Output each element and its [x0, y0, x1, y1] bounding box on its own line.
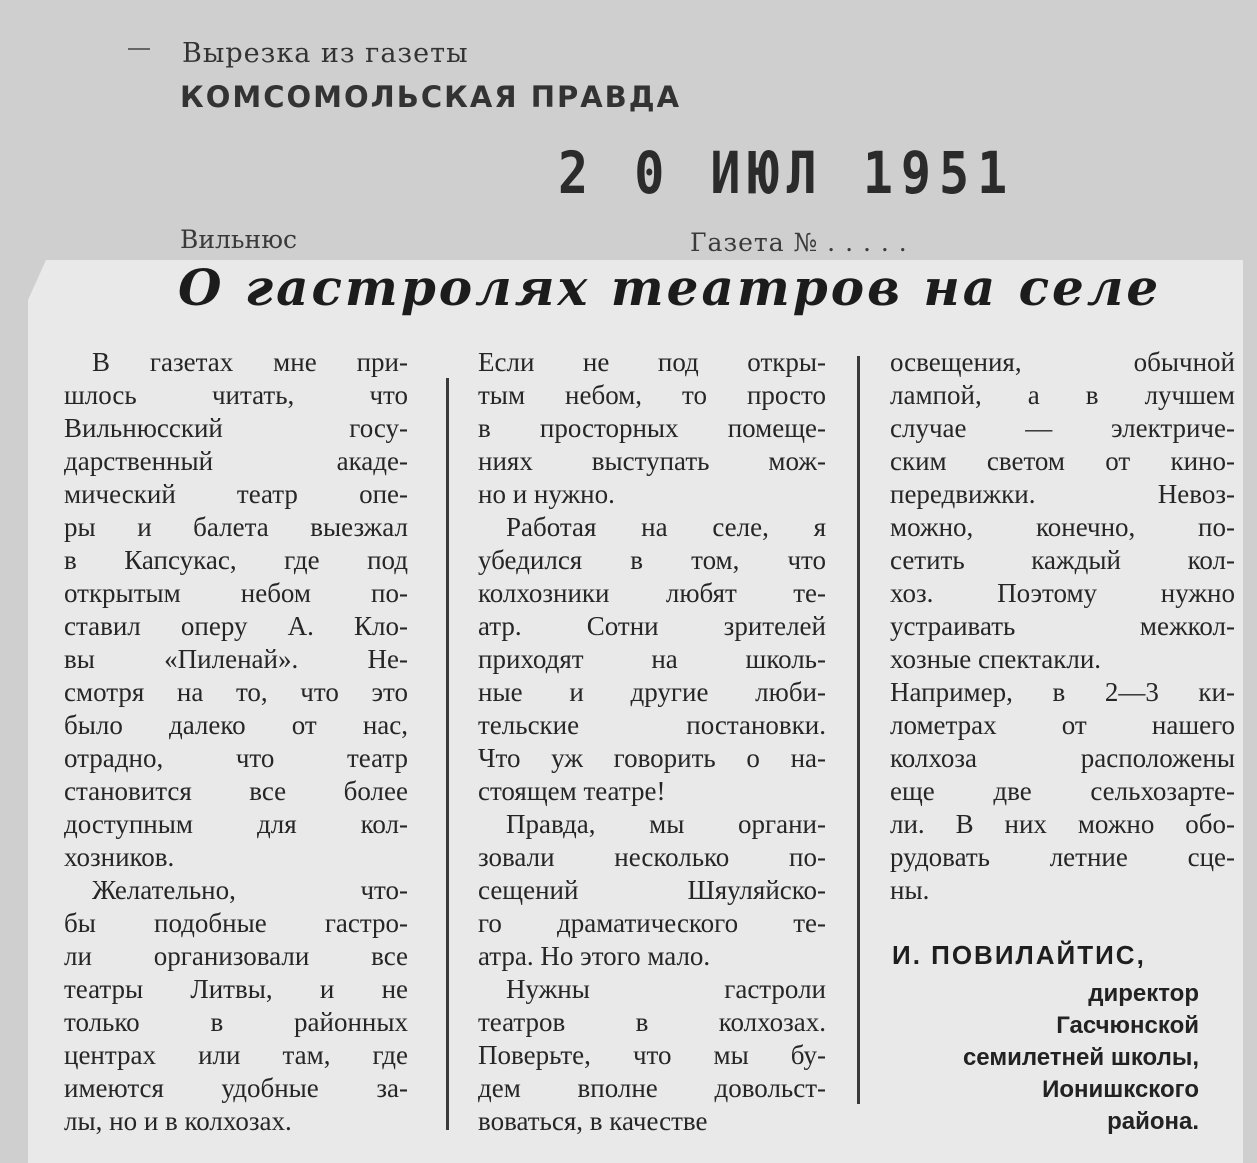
article-text-line: стоящем театре! [478, 776, 666, 806]
article-text-line: Нужны гастроли [506, 974, 826, 1004]
article-text-line: хоз. Поэтому нужно [890, 578, 1235, 608]
article-text-line: дем вполне довольст- [478, 1073, 826, 1103]
article-text-line: смотря на то, что это [64, 677, 408, 707]
article-text-line: сетить каждый кол- [890, 545, 1235, 575]
article-text-line: Желательно, что- [92, 875, 408, 905]
article-text-line: В газетах мне при- [92, 347, 408, 377]
article-text-line: Если не под откры- [478, 347, 826, 377]
article-text-line: вы «Пиленай». Не- [64, 644, 408, 674]
article-column-3 [890, 346, 1235, 907]
article-text-line: еще две сельхозарте- [890, 776, 1235, 806]
article-text-line: Вильнюсский госу- [64, 413, 408, 443]
article-text-line: в Капсукас, где под [64, 545, 408, 575]
article-text-line: лы, но и в колхозах. [64, 1106, 292, 1136]
article-text-line: освещения, обычной [890, 347, 1235, 377]
article-text-line: приходят на школь- [478, 644, 826, 674]
column-rule-1 [446, 378, 449, 1130]
date-stamp: 2 0 ИЮЛ 1951 [558, 140, 1016, 207]
article-text-line: колхоза расположены [890, 743, 1235, 773]
article-text-line: открытым небом по- [64, 578, 408, 608]
article-text-line: ниях выступать мож- [478, 446, 826, 476]
article-text-line: лометрах от нашего [890, 710, 1235, 740]
article-text-line: было далеко от нас, [64, 710, 408, 740]
article-text-line: ры и балета выезжал [64, 512, 408, 542]
article-text-line: хозные спектакли. [890, 644, 1102, 674]
header-city: Вильнюс [180, 225, 297, 254]
header-dash [128, 48, 150, 50]
article-text-line: но и нужно. [478, 479, 615, 509]
article-text-line: убедился в том, что [478, 545, 826, 575]
signature-role-line: Ионишкского [1042, 1076, 1199, 1103]
article-text-line: хозников. [64, 842, 175, 872]
article-text-line: Например, в 2—3 ки- [890, 677, 1235, 707]
signature-role-line: директор [1088, 980, 1199, 1007]
article-text-line: ставил оперу А. Кло- [64, 611, 408, 641]
article-text-line: тым небом, то просто [478, 380, 826, 410]
article-text-line: передвижки. Невоз- [890, 479, 1235, 509]
article-text-line: Поверьте, что мы бу- [478, 1040, 826, 1070]
header-gazeta-number: Газета № . . . . . [690, 228, 908, 257]
article-text-line: тельские постановки. [478, 710, 826, 740]
signature-name: И. ПОВИЛАЙТИС, [892, 940, 1146, 970]
article-text-line: ли организовали все [64, 941, 408, 971]
article-text-line: ли. В них можно обо- [890, 809, 1235, 839]
article-text-line: воваться, в качестве [478, 1106, 708, 1136]
signature-role-line: Гасчюнской [1056, 1012, 1199, 1039]
article-text-line: устраивать межкол- [890, 611, 1235, 641]
article-text-line: ные и другие люби- [478, 677, 826, 707]
article-text-line: Работая на селе, я [506, 512, 826, 542]
article-text-line: сещений Шяуляйско- [478, 875, 826, 905]
article-text-line: лампой, а в лучшем [890, 380, 1235, 410]
article-text-line: го драматического те- [478, 908, 826, 938]
article-title: О гастролях театров на селе [178, 258, 1162, 317]
article-text-line: атра. Но этого мало. [478, 941, 711, 971]
article-text-line: мический театр опе- [64, 479, 408, 509]
article-text-line: доступным для кол- [64, 809, 408, 839]
article-text-line: случае — электриче- [890, 413, 1235, 443]
article-text-line: дарственный акаде- [64, 446, 408, 476]
clipping-card-header [0, 0, 1257, 265]
article-text-line: имеются удобные за- [64, 1073, 408, 1103]
article-text-line: Что уж говорить о на- [478, 743, 826, 773]
signature-role-line: семилетней школы, [962, 1044, 1199, 1071]
article-text-line: бы подобные гастро- [64, 908, 408, 938]
article-text-line: колхозники любят те- [478, 578, 826, 608]
article-column-1 [64, 346, 408, 1138]
article-text-line: центрах или там, где [64, 1040, 408, 1070]
article-text-line: только в районных [64, 1007, 408, 1037]
signature-role [963, 978, 1199, 1138]
column-rule-2 [857, 356, 860, 1104]
article-text-line: театры Литвы, и не [64, 974, 408, 1004]
article-text-line: в просторных помеще- [478, 413, 826, 443]
article-text-line: атр. Сотни зрителей [478, 611, 826, 641]
article-text-line: зовали несколько по- [478, 842, 826, 872]
article-text-line: Правда, мы органи- [506, 809, 826, 839]
article-text-line: отрадно, что театр [64, 743, 408, 773]
article-text-line: можно, конечно, по- [890, 512, 1235, 542]
article-text-line: шлось читать, что [64, 380, 408, 410]
article-text-line: становится все более [64, 776, 408, 806]
article-text-line: ны. [890, 875, 930, 905]
article-text-line: театров в колхозах. [478, 1007, 826, 1037]
header-newspaper-name: КОМСОМОЛЬСКАЯ ПРАВДА [180, 80, 682, 114]
article-column-2 [478, 346, 826, 1138]
article-text-line: ским светом от кино- [890, 446, 1235, 476]
article-text-line: рудовать летние сце- [890, 842, 1235, 872]
header-clipping-label: Вырезка из газеты [182, 38, 469, 69]
signature-role-line: района. [1107, 1108, 1199, 1135]
